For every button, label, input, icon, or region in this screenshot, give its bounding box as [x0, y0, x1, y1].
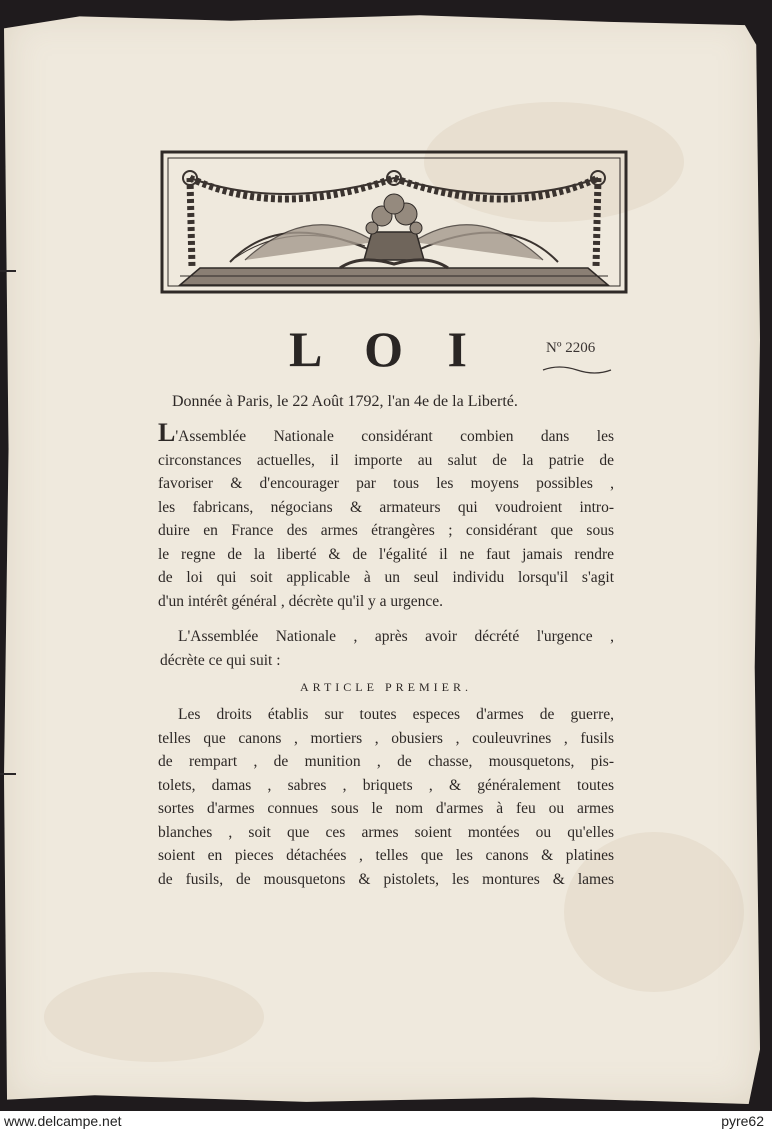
text-line: L'Assemblée Nationale considérant combien dans les: [158, 418, 614, 447]
text-line: circonstances actuelles, il importe au salut de la patrie de: [158, 451, 614, 469]
text-line: telles que canons , mortiers , obusiers , couleuvrines , fusils: [158, 729, 614, 747]
document-title: L O I: [289, 321, 483, 377]
watermark-seller: pyre62: [721, 1113, 764, 1129]
text-line: les fabricans, négocians & armateurs qui voudroient intro-: [158, 498, 614, 516]
engraved-ornament-header: [160, 150, 628, 294]
text-line: le regne de la liberté & de l'égalité il ne faut jamais rendre: [158, 545, 614, 563]
text-line: décrète ce qui suit :: [160, 651, 281, 669]
binding-mark: [0, 773, 16, 775]
paragraph-article-one: [158, 703, 614, 891]
watermark-bar: [0, 1111, 772, 1131]
text-line: L'Assemblée Nationale , après avoir décrété l'urgence ,: [178, 628, 614, 645]
flourish-ornament: [541, 364, 613, 376]
article-heading: ARTICLE PREMIER.: [300, 680, 472, 694]
paragraph-preamble: [158, 418, 614, 613]
text-line: d'un intérêt général , décrète qu'il y a urgence.: [158, 592, 444, 610]
paragraph-decree: [160, 625, 614, 672]
text-line: duire en France des armes étrangères ; considérant que sous: [158, 522, 614, 539]
text-line: blanches , soit que ces armes soient montées ou qu'elles: [158, 823, 614, 841]
text-line: sortes d'armes connues sous le nom d'armes à feu ou armes: [158, 800, 614, 817]
date-line: Donnée à Paris, le 22 Août 1792, l'an 4e de la Liberté.: [172, 393, 518, 410]
text-line: Les droits établis sur toutes especes d'armes de guerre,: [178, 706, 614, 723]
text-line: favoriser & d'encourager par tous les moyens possibles ,: [158, 475, 614, 492]
text-line: de fusils, de mousquetons & pistolets, les montures & lames: [158, 870, 614, 888]
watermark-site: www.delcampe.net: [4, 1113, 122, 1129]
text-line: tolets, damas , sabres , briquets , & généralement toutes: [158, 776, 614, 794]
binding-mark: [0, 270, 16, 272]
drop-letter: L: [158, 418, 176, 447]
text-line: soient en pieces détachées , telles que les canons & platines: [158, 847, 614, 864]
text-line: de loi qui soit applicable à un seul individu lorsqu'il s'agit: [158, 569, 614, 586]
law-number: Nº 2206: [546, 340, 596, 356]
text-line: de rempart , de munition , de chasse, mousquetons, pis-: [158, 753, 614, 770]
